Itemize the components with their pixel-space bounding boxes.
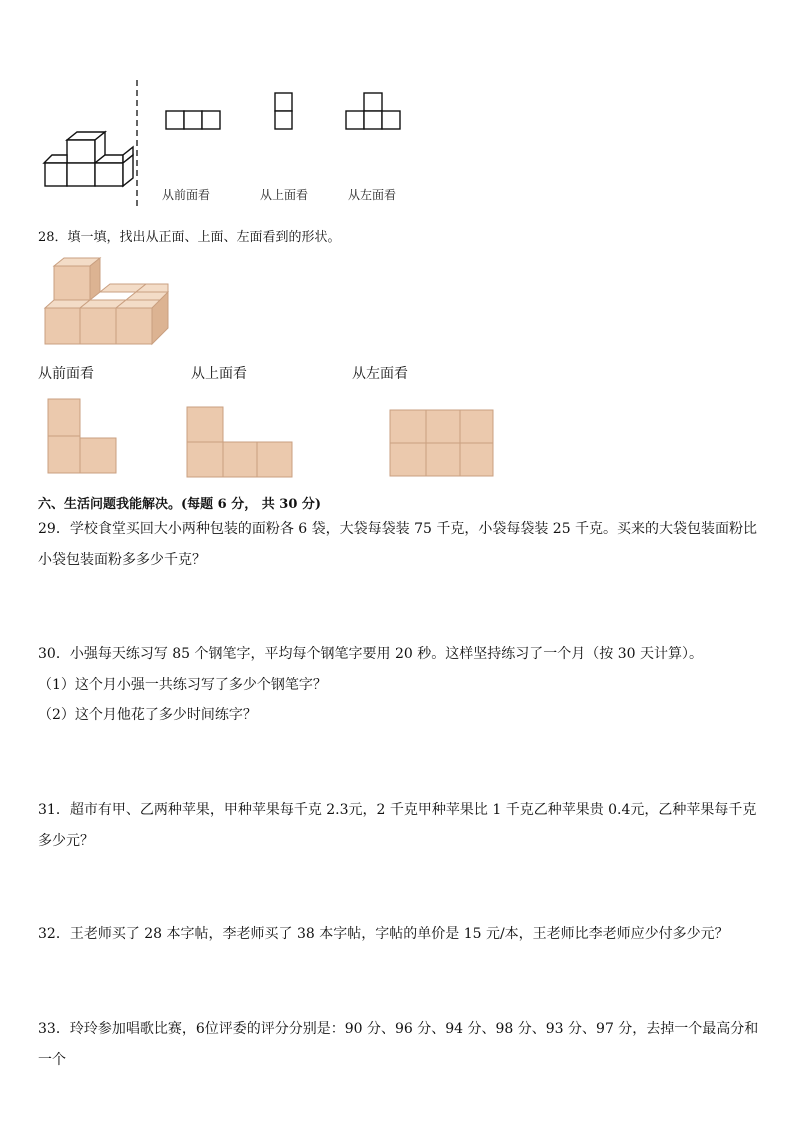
section-6-title: 六、生活问题我能解决。(每题 6 分， 共 30 分) bbox=[38, 497, 322, 512]
q28-cube-stack bbox=[44, 256, 174, 348]
q28-label-front: 从前面看 bbox=[38, 366, 94, 382]
problem-30-part-1: （1）这个月小强一共练习写了多少个钢笔字？ bbox=[38, 677, 327, 693]
q27-label-left: 从左面看 bbox=[348, 188, 397, 202]
q27-cube-stack bbox=[44, 128, 134, 208]
q27-front-view-shape bbox=[165, 110, 225, 132]
q27-figure bbox=[40, 80, 420, 210]
q28-top-view-shape bbox=[186, 406, 296, 480]
problem-32: 32．王老师买了 28 本字帖，李老师买了 38 本字帖，字帖的单价是 15 元/本，王老师比李老师应少付多少元？ bbox=[38, 926, 729, 942]
q27-top-view-shape bbox=[274, 92, 296, 132]
q27-left-view-shape bbox=[345, 92, 405, 132]
problem-29: 29．学校食堂买回大小两种包装的面粉各 6 袋，大袋每袋装 75 千克，小袋每袋装 25 千克。买来的大袋包装面粉比小袋包装面粉多多少千克？ bbox=[38, 521, 758, 568]
q28-label-top: 从上面看 bbox=[191, 366, 247, 382]
q27-label-front: 从前面看 bbox=[162, 188, 211, 202]
q28-label-left: 从左面看 bbox=[352, 366, 408, 382]
q28-front-view-shape bbox=[47, 398, 119, 476]
q27-dashed-divider bbox=[135, 80, 139, 210]
q28-question: 28．填一填，找出从正面、上面、左面看到的形状。 bbox=[38, 230, 341, 245]
q27-label-top: 从上面看 bbox=[260, 188, 309, 202]
q28-left-view-shape bbox=[389, 409, 497, 479]
problem-31: 31．超市有甲、乙两种苹果，甲种苹果每千克 2.3元，2 千克甲种苹果比 1 千克乙种苹果贵 0.4元，乙种苹果每千克多少元？ bbox=[38, 802, 757, 849]
problem-33: 33．玲玲参加唱歌比赛，6位评委的评分分别是：90 分、96 分、94 分、98 分、93 分、97 分，去掉一个最高分和一个 bbox=[38, 1021, 759, 1068]
problem-30-part-2: （2）这个月他花了多少时间练字？ bbox=[38, 707, 257, 723]
problem-30: 30．小强每天练习写 85 个钢笔字，平均每个钢笔字要用 20 秒。这样坚持练习了一个月（按 30 天计算）。 bbox=[38, 646, 703, 662]
